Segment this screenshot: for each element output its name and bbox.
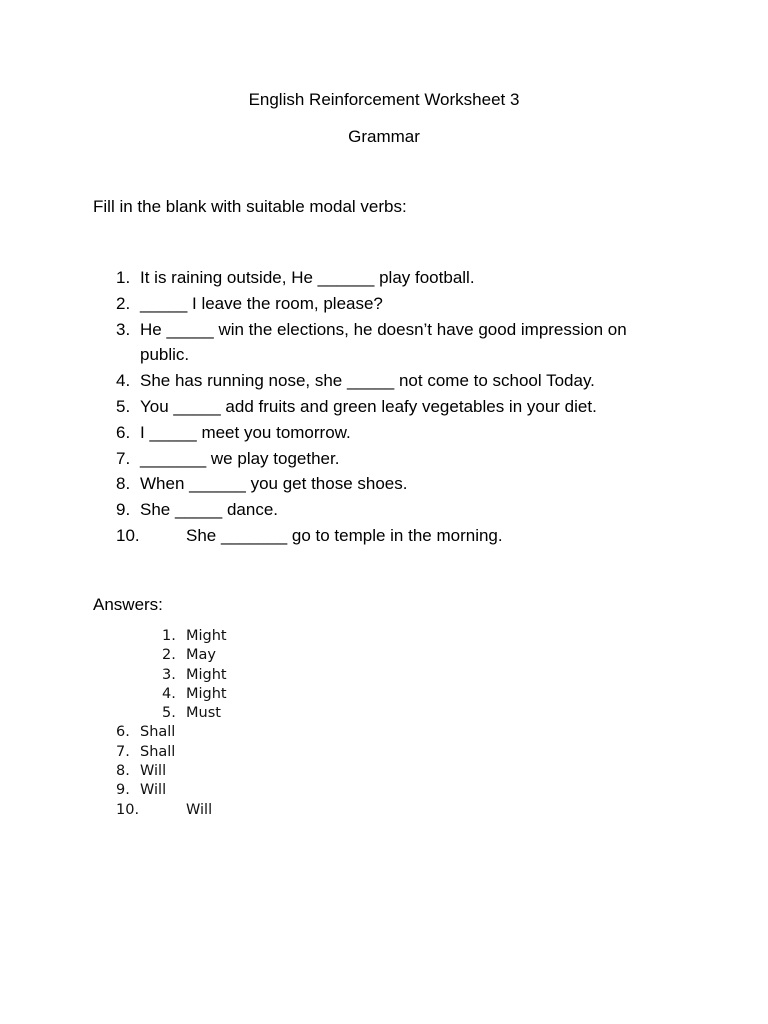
question-text: She _____ dance.: [140, 500, 279, 520]
page-subtitle: Grammar: [348, 127, 420, 146]
question-item: [116, 497, 676, 523]
answer-text: Might: [186, 666, 227, 683]
page-title: English Reinforcement Worksheet 3: [248, 90, 520, 109]
question-number: 9.: [116, 500, 131, 520]
question-text: She _______ go to temple in the morning.: [186, 525, 503, 545]
question-list: [116, 265, 676, 549]
answer-number: 6.: [116, 724, 130, 741]
question-number: 1.: [116, 268, 131, 287]
answer-text: Must: [186, 705, 221, 722]
question-item: [116, 471, 676, 497]
answer-text: Shall: [140, 743, 176, 760]
instruction-text: Fill in the blank with suitable modal verbs:: [93, 197, 407, 216]
answer-number: 5.: [162, 705, 176, 722]
answer-number: 9.: [116, 782, 130, 799]
answer-number: 1.: [162, 628, 176, 644]
question-number: 4.: [116, 371, 131, 391]
question-text: It is raining outside, He ______ play football.: [140, 268, 475, 287]
question-text: _____ I leave the room, please?: [140, 293, 383, 313]
question-item: [116, 420, 676, 446]
answer-number: 8.: [116, 763, 130, 780]
answer-text: Might: [186, 685, 227, 702]
answer-text: Might: [186, 628, 227, 644]
question-item: [116, 265, 676, 291]
question-text: She has running nose, she _____ not come to school Today.: [140, 371, 595, 391]
question-text: You _____ add fruits and green leafy vegetables in your diet.: [140, 396, 597, 416]
answer-number: 10.: [116, 801, 140, 818]
answer-number: 2.: [162, 647, 176, 664]
question-number: 7.: [116, 448, 131, 468]
question-item: [116, 368, 676, 394]
question-number: 6.: [116, 422, 131, 442]
question-number: 3.: [116, 319, 131, 339]
question-item: [116, 394, 676, 420]
answer-text: May: [186, 647, 216, 664]
question-number: 2.: [116, 293, 131, 313]
question-text: I _____ meet you tomorrow.: [140, 422, 351, 442]
answer-text: Will: [140, 763, 167, 780]
question-number: 5.: [116, 396, 131, 416]
question-text: When ______ you get those shoes.: [140, 474, 408, 494]
question-item: [116, 523, 676, 549]
question-text: _______ we play together.: [140, 448, 340, 468]
answer-number: 4.: [162, 685, 176, 702]
answer-number: 7.: [116, 743, 130, 760]
answer-text: Will: [140, 782, 167, 799]
question-item: [116, 291, 676, 317]
answer-number: 3.: [162, 666, 176, 683]
answer-text: Will: [186, 801, 213, 818]
question-number: 8.: [116, 474, 131, 494]
question-item: [116, 446, 676, 472]
question-number: 10.: [116, 525, 140, 545]
question-item: [116, 317, 676, 369]
answer-text: Shall: [140, 724, 176, 741]
answers-heading: Answers:: [93, 595, 163, 614]
question-text: He _____ win the elections, he doesn’t have good impression on public.: [140, 319, 627, 365]
